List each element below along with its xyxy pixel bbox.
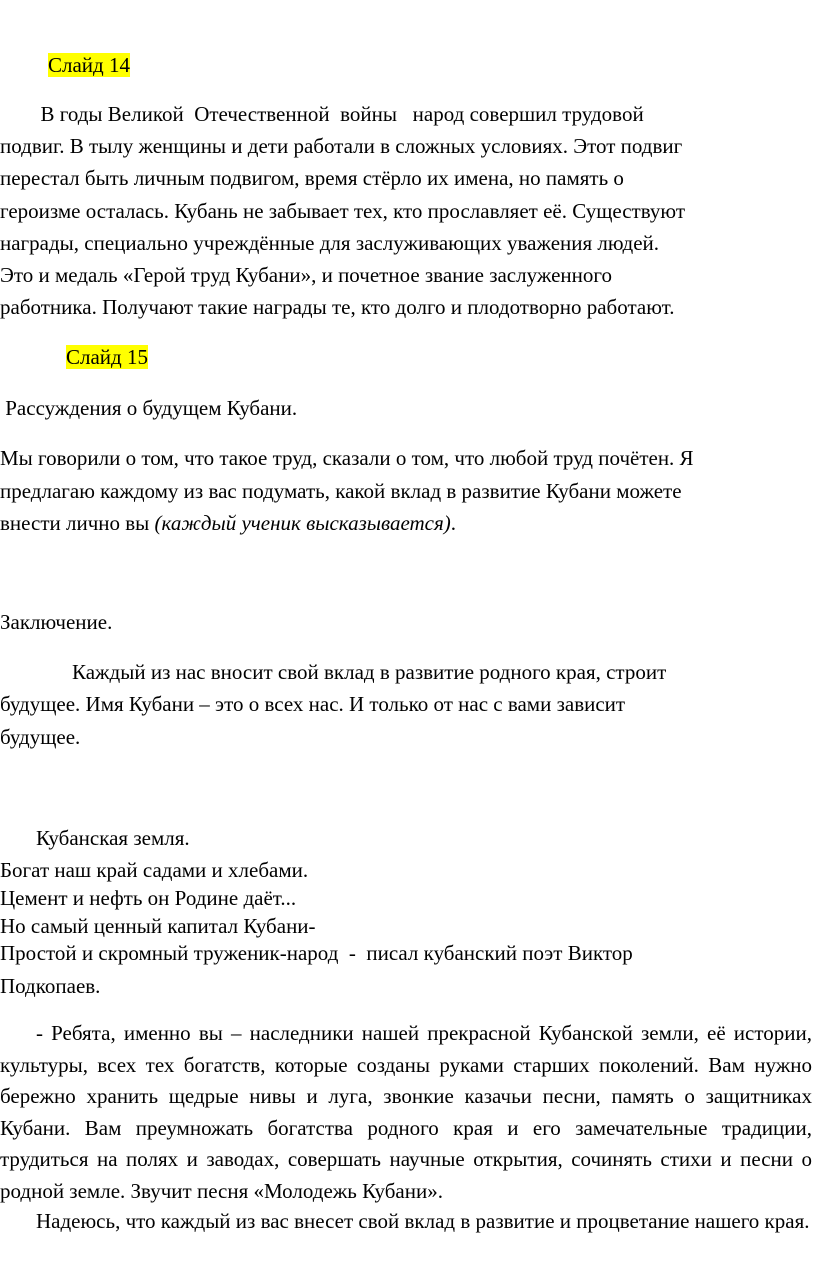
- poem-line: Подкопаев.: [0, 974, 101, 998]
- slide-15-line: Мы говорили о том, что такое труд, сказали о том, что любой труд почётен. Я: [0, 446, 694, 470]
- slide-15-heading: [66, 342, 148, 372]
- closing-paragraph-2: Надеюсь, что каждый из вас внесет свой вклад в развитие и процветание нашего края.: [36, 1209, 810, 1233]
- conclusion-line: Каждый из нас вносит свой вклад в развитие родного края, строит: [72, 660, 667, 684]
- conclusion-line: будущее.: [0, 725, 81, 749]
- conclusion-line: будущее. Имя Кубани – это о всех нас. И только от нас с вами зависит: [0, 692, 626, 716]
- slide-15-line: предлагаю каждому из вас подумать, какой вклад в развитие Кубани можете: [0, 479, 682, 503]
- slide-14-line: награды, специально учреждённые для заслуживающих уважения людей.: [0, 231, 660, 255]
- slide-14-line: подвиг. В тылу женщины и дети работали в сложных условиях. Этот подвиг: [0, 134, 683, 158]
- slide-14-line: работника. Получают такие награды те, кто долго и плодотворно работают.: [0, 295, 675, 319]
- closing-paragraph-1: - Ребята, именно вы – наследники нашей прекрасной Кубанской земли, её истории, культуры, всех тех богатств, которые созданы руками старших поколений. Вам нужно бережно хранить щедрые нивы и луга, звонкие казачьи песни, память о защитниках Кубани. Вам преумножать богатства родного края и его замечательные традиции, трудиться на полях и заводах, совершать научные открытия, сочинять стихи и песни о родной земле. Звучит песня «Молодежь Кубани».: [0, 1021, 812, 1203]
- poem-line: Цемент и нефть он Родине даёт...: [0, 886, 297, 910]
- poem-line: Простой и скромный труженик-народ - писал кубанский поэт Виктор: [0, 941, 633, 965]
- slide-15-last-end: .: [450, 511, 456, 535]
- slide-14-heading-text: Слайд 14: [48, 53, 130, 77]
- poem-line: Богат наш край садами и хлебами.: [0, 858, 309, 882]
- slide-14-line: В годы Великой Отечественной войны народ совершил трудовой: [30, 102, 644, 126]
- slide-15-line: [0, 508, 456, 538]
- poem-line: Кубанская земля.: [36, 826, 190, 850]
- slide-15-last-plain: внести лично вы: [0, 511, 155, 535]
- slide-15-heading-text: Слайд 15: [66, 345, 148, 369]
- conclusion-heading: Заключение.: [0, 610, 113, 634]
- slide-15-last-italic: (каждый ученик высказывается): [154, 511, 451, 535]
- poem-line: Но самый ценный капитал Кубани-: [0, 914, 316, 938]
- slide-15-subheading: Рассуждения о будущем Кубани.: [0, 396, 298, 420]
- slide-14-heading: [48, 50, 130, 80]
- slide-14-line: героизме осталась. Кубань не забывает тех, кто прославляет её. Существуют: [0, 199, 686, 223]
- slide-14-line: перестал быть личным подвигом, время стёрло их имена, но память о: [0, 166, 624, 190]
- slide-14-line: Это и медаль «Герой труд Кубани», и почетное звание заслуженного: [0, 263, 612, 287]
